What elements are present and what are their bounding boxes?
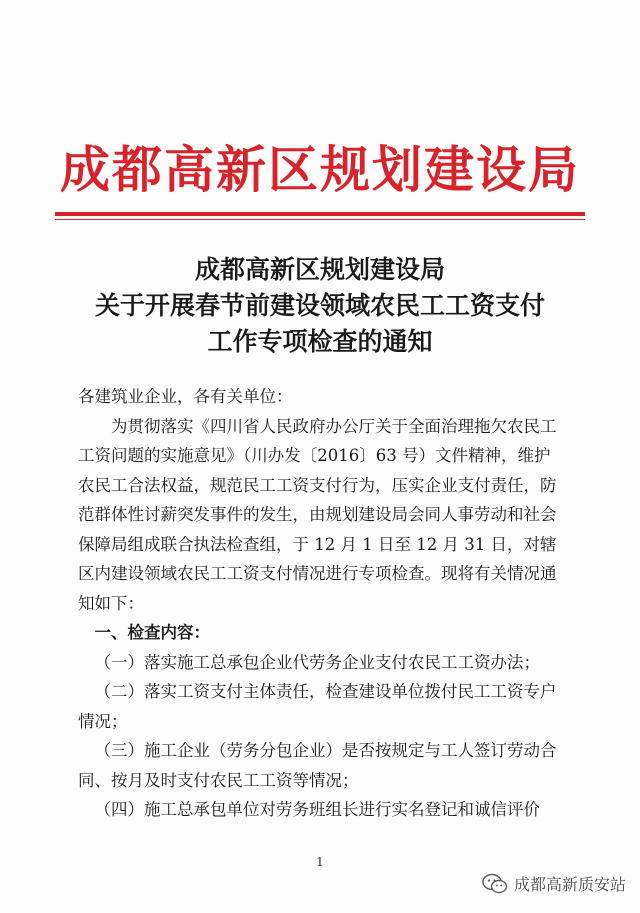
notice-title-line-2: 关于开展春节前建设领域农民工工资支付 (94, 291, 545, 320)
section-heading-inspection-content: 一、检查内容： (94, 623, 210, 642)
notice-title (0, 252, 640, 360)
header-red-rule-thick (55, 212, 585, 216)
list-item: （四）施工总承包单位对劳务班组长进行实名登记和诚信评价 (94, 800, 540, 819)
page-number: 1 (316, 855, 324, 869)
notice-title-line-3: 工作专项检查的通知 (207, 327, 433, 356)
intro-paragraph: 为贯彻落实《四川省人民政府办公厅关于全面治理拖欠农民工工资问题的实施意见》（川办发〔2016〕63 号）文件精神，维护农民工合法权益，规范民工工资支付行为，压实企业支付责任，防范群体性讨薪突发事件的发生，由规划建设局会同人事劳动和社会保障局组成联合执法检查组，于 12 月 1 日至 12 月 31 日，对辖区内建设领域农民工工资支付情况进行专项检查。现将有关情况通知如下： (78, 416, 557, 613)
agency-header-title: 成都高新区规划建设局 (60, 141, 580, 199)
list-item: （三）施工企业（劳务分包企业）是否按规定与工人签订劳动合同、按月及时支付农民工工资等情况； (78, 741, 557, 790)
header-red-rule-thin (55, 219, 585, 220)
notice-title-line-1: 成都高新区规划建设局 (194, 255, 445, 284)
salutation: 各建筑业企业，各有关单位： (78, 387, 293, 406)
source-watermark (482, 872, 626, 895)
notice-body (78, 382, 558, 825)
wechat-icon (482, 873, 508, 895)
list-item: （二）落实工资支付主体责任，检查建设单位拨付民工工资专户情况； (78, 682, 557, 731)
list-item: （一）落实施工总承包企业代劳务企业支付农民工工资办法； (94, 652, 540, 672)
watermark-text: 成都高新质安站 (513, 875, 626, 894)
